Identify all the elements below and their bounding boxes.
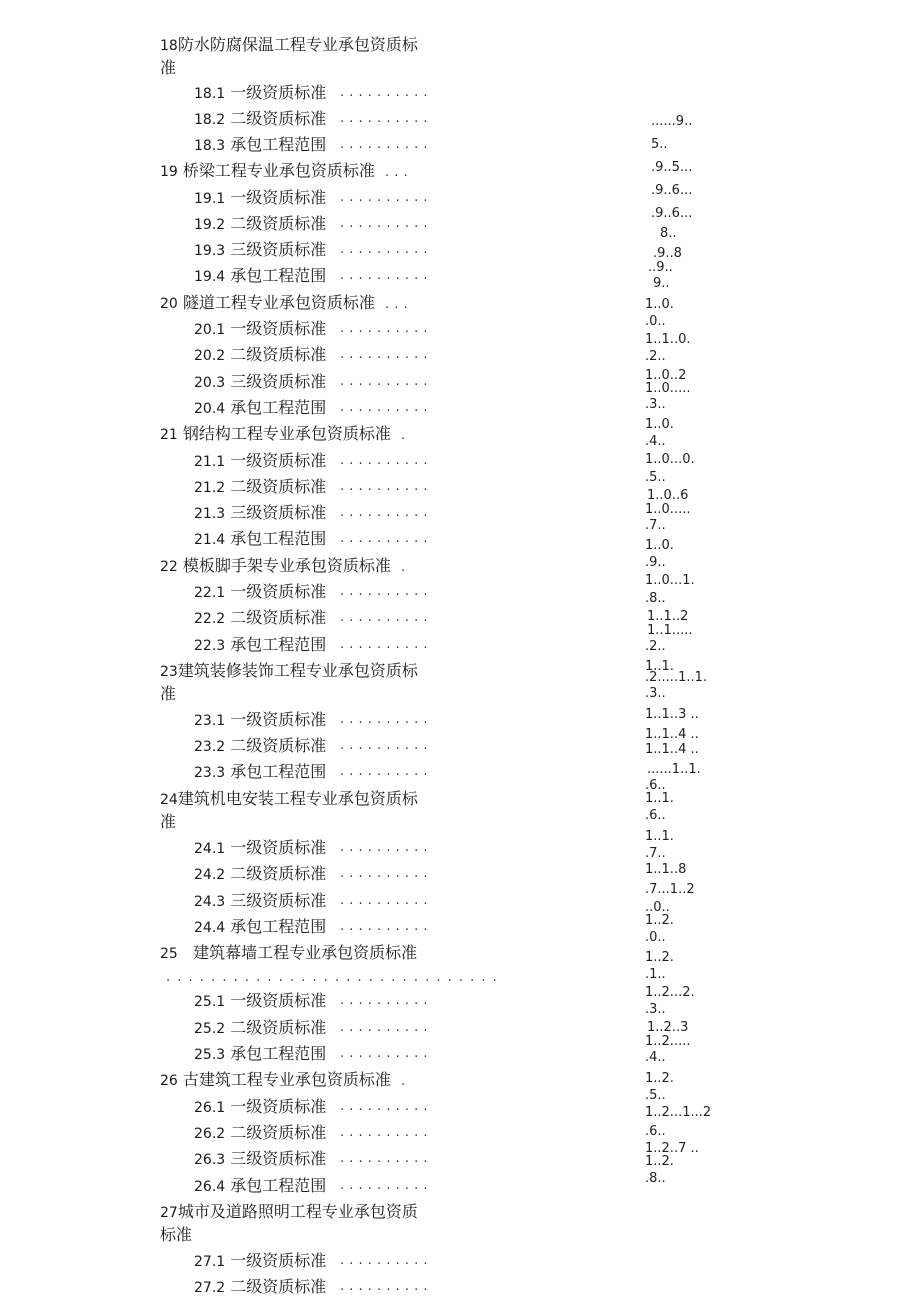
item-title: 二级资质标准 xyxy=(230,1123,327,1142)
page-number: 1..2. xyxy=(645,1154,674,1169)
dot-leader: . . . . . . . . . . xyxy=(340,453,429,468)
item-number: 21.3 xyxy=(194,506,226,522)
dot-leader: . . . . . . . . . . xyxy=(340,1046,429,1061)
dot-leader: . . . . . . . . . . xyxy=(340,505,429,520)
dot-leader: . . . . . . . . . . xyxy=(340,347,429,362)
page-number: .4.. xyxy=(645,1050,666,1065)
item-number: 20.1 xyxy=(194,322,226,338)
item-title: 二级资质标准 xyxy=(230,109,327,128)
item-number: 18.1 xyxy=(194,86,226,102)
dot-leader: . . . . . . . . . . xyxy=(340,738,429,753)
item-title: 二级资质标准 xyxy=(230,1018,327,1037)
page-number: 1..1. xyxy=(645,659,674,674)
item-title: 承包工程范围 xyxy=(230,635,327,654)
page-number: .9..5... xyxy=(651,160,693,175)
item-title: 承包工程范围 xyxy=(230,1176,327,1195)
page-number: .7...1..2 xyxy=(645,882,695,897)
item-number: 21.1 xyxy=(194,454,226,470)
page-number: ..0.. xyxy=(645,900,670,915)
item-number: 22.3 xyxy=(194,638,226,654)
page-number: 1..0..6 xyxy=(647,488,689,503)
item-title: 承包工程范围 xyxy=(230,398,327,417)
item-number: 18.2 xyxy=(194,112,226,128)
page-number: 1..1..8 xyxy=(645,862,687,877)
page-number: 1..0. xyxy=(645,538,674,553)
item-number: 24.4 xyxy=(194,920,226,936)
page-number: 1..1. xyxy=(645,791,674,806)
section-number: 21 xyxy=(160,427,178,443)
page-number: .7.. xyxy=(645,518,666,533)
item-number: 26.2 xyxy=(194,1126,226,1142)
dot-leader: . . . . . . . . . . xyxy=(340,400,429,415)
page-number: 1..2. xyxy=(645,913,674,928)
dot-leader: . . . . . . . . . . xyxy=(340,1279,429,1294)
page-number: 1..1..0. xyxy=(645,332,691,347)
dot-leader: . . . . . . . . . . xyxy=(340,85,429,100)
section-title: 城市及道路照明工程专业承包资质标准 xyxy=(160,1202,418,1244)
page-number: .9..6... xyxy=(651,206,693,221)
dot-leader: . . . . . . . . . . xyxy=(340,111,429,126)
item-number: 19.1 xyxy=(194,191,226,207)
page-number: .0.. xyxy=(645,314,666,329)
section-title: 建筑装修装饰工程专业承包资质标准 xyxy=(160,661,418,703)
dot-leader: . . . . . . . . . . xyxy=(340,1020,429,1035)
item-title: 二级资质标准 xyxy=(230,345,327,364)
section-number: 27 xyxy=(160,1205,178,1221)
section-title: 模板脚手架专业承包资质标准 xyxy=(182,556,391,575)
item-number: 24.3 xyxy=(194,894,226,910)
dot-leader: . . . . . . . . . . xyxy=(340,137,429,152)
item-title: 承包工程范围 xyxy=(230,266,327,285)
item-number: 24.2 xyxy=(194,867,226,883)
page-number: 1..0. xyxy=(645,417,674,432)
item-number: 21.2 xyxy=(194,480,226,496)
item-number: 23.2 xyxy=(194,739,226,755)
item-title: 二级资质标准 xyxy=(230,477,327,496)
item-title: 二级资质标准 xyxy=(230,214,327,233)
item-title: 一级资质标准 xyxy=(230,991,327,1010)
page-number: 1..1. xyxy=(645,829,674,844)
dot-leader: . . . . . . . . . . xyxy=(340,242,429,257)
page-number: .6.. xyxy=(645,778,666,793)
dot-leader: . . . . . . . . . . xyxy=(340,637,429,652)
page-number: 8.. xyxy=(660,226,677,241)
item-title: 一级资质标准 xyxy=(230,838,327,857)
item-number: 19.3 xyxy=(194,243,226,259)
item-number: 26.4 xyxy=(194,1179,226,1195)
page-number: .2.. xyxy=(645,349,666,364)
section-number: 19 xyxy=(160,164,178,180)
section-number: 18 xyxy=(160,38,178,54)
item-title: 一级资质标准 xyxy=(230,451,327,470)
dot-leader: . . . . . . . . . . xyxy=(340,764,429,779)
dot-leader: . . . . . . . . . . xyxy=(340,321,429,336)
section-title: 建筑机电安装工程专业承包资质标准 xyxy=(160,789,418,831)
item-title: 一级资质标准 xyxy=(230,188,327,207)
page-number: 1..1..4 .. xyxy=(645,727,699,742)
page-number: .7.. xyxy=(645,846,666,861)
page-number: 1..0..2 xyxy=(645,368,687,383)
item-number: 26.1 xyxy=(194,1100,226,1116)
section-title: 桥梁工程专业承包资质标准 xyxy=(182,161,375,180)
page-number: 1..0. xyxy=(645,297,674,312)
page-number: .4.. xyxy=(645,434,666,449)
item-number: 23.1 xyxy=(194,713,226,729)
page-number: .1.. xyxy=(645,967,666,982)
item-title: 二级资质标准 xyxy=(230,736,327,755)
section-number: 20 xyxy=(160,296,178,312)
item-number: 20.4 xyxy=(194,401,226,417)
item-number: 22.2 xyxy=(194,611,226,627)
page-number: .3.. xyxy=(645,686,666,701)
page-number: 1..1..3 .. xyxy=(645,707,699,722)
dot-leader: . . . . . . . . . . xyxy=(340,610,429,625)
dot-leader: . . . . . . . . . . xyxy=(340,1099,429,1114)
page-number: 1..0..... xyxy=(645,381,691,396)
page-number: 1..2. xyxy=(645,1071,674,1086)
item-title: 三级资质标准 xyxy=(230,503,327,522)
page-number: 1..2..... xyxy=(645,1034,691,1049)
page-number: 1..0...0. xyxy=(645,452,695,467)
dot-leader: . xyxy=(400,428,406,443)
page-number: .6.. xyxy=(645,808,666,823)
page-number: .2.. xyxy=(645,639,666,654)
page-number: 1..2..7 .. xyxy=(645,1141,699,1156)
item-number: 26.3 xyxy=(194,1152,226,1168)
dot-leader: . . . . . . . . . . xyxy=(340,584,429,599)
page-number: 9.. xyxy=(653,276,670,291)
dot-leader: . . . . . . . . . . xyxy=(340,866,429,881)
dot-leader: . . . xyxy=(384,297,409,312)
page-number: 1..1..4 .. xyxy=(645,742,699,757)
item-number: 20.3 xyxy=(194,375,226,391)
item-title: 二级资质标准 xyxy=(230,608,327,627)
item-title: 一级资质标准 xyxy=(230,319,327,338)
dot-leader: . . . . . . . . . . xyxy=(340,1151,429,1166)
section-title: 古建筑工程专业承包资质标准 xyxy=(182,1070,391,1089)
item-title: 承包工程范围 xyxy=(230,917,327,936)
page-number: .8.. xyxy=(645,1171,666,1186)
dot-leader: . xyxy=(400,1074,406,1089)
page-number: .0.. xyxy=(645,930,666,945)
item-title: 三级资质标准 xyxy=(230,240,327,259)
page-number: 5.. xyxy=(651,137,668,152)
item-title: 一级资质标准 xyxy=(230,582,327,601)
page-number: .3.. xyxy=(645,397,666,412)
item-title: 一级资质标准 xyxy=(230,710,327,729)
page-number: 1..1..2 xyxy=(647,609,689,624)
dot-leader: . . . . . . . . . . xyxy=(340,919,429,934)
dot-leader: . . . . . . . . . . xyxy=(340,374,429,389)
dot-leader: . . . . . . . . . . xyxy=(340,1253,429,1268)
item-number: 24.1 xyxy=(194,841,226,857)
item-number: 21.4 xyxy=(194,532,226,548)
section-number: 26 xyxy=(160,1073,178,1089)
item-number: 22.1 xyxy=(194,585,226,601)
item-number: 25.3 xyxy=(194,1047,226,1063)
dot-leader: . . . . . . . . . . . . . . . . . . . . . . . . . . . . . . xyxy=(166,970,499,985)
page-number: .8.. xyxy=(645,591,666,606)
item-title: 承包工程范围 xyxy=(230,529,327,548)
dot-leader: . . . . . . . . . . xyxy=(340,893,429,908)
item-title: 一级资质标准 xyxy=(230,1097,327,1116)
page-number: .9..6... xyxy=(651,183,693,198)
page-number: .9..8 xyxy=(653,246,682,261)
item-title: 承包工程范围 xyxy=(230,135,327,154)
section-title: 建筑幕墙工程专业承包资质标准 xyxy=(193,943,418,962)
item-number: 27.1 xyxy=(194,1254,226,1270)
item-number: 25.2 xyxy=(194,1021,226,1037)
dot-leader: . . . xyxy=(384,165,409,180)
item-title: 一级资质标准 xyxy=(230,83,327,102)
page-number: 1..0..... xyxy=(645,502,691,517)
dot-leader: . . . . . . . . . . xyxy=(340,479,429,494)
page-number: 1..2..3 xyxy=(647,1020,689,1035)
item-title: 三级资质标准 xyxy=(230,891,327,910)
section-number: 23 xyxy=(160,664,178,680)
dot-leader: . . . . . . . . . . xyxy=(340,1125,429,1140)
section-title: 防水防腐保温工程专业承包资质标准 xyxy=(160,35,418,77)
page-number: .2.....1..1. xyxy=(645,670,708,685)
page-number: .5.. xyxy=(645,470,666,485)
dot-leader: . . . . . . . . . . xyxy=(340,1178,429,1193)
dot-leader: . . . . . . . . . . xyxy=(340,216,429,231)
item-number: 20.2 xyxy=(194,348,226,364)
item-title: 承包工程范围 xyxy=(230,762,327,781)
dot-leader: . . . . . . . . . . xyxy=(340,840,429,855)
page-number: ..9.. xyxy=(648,260,673,275)
dot-leader: . . . . . . . . . . xyxy=(340,531,429,546)
page-number: .9.. xyxy=(645,555,666,570)
item-title: 承包工程范围 xyxy=(230,1044,327,1063)
item-number: 25.1 xyxy=(194,994,226,1010)
page-number: 1..0...1. xyxy=(645,573,695,588)
item-title: 二级资质标准 xyxy=(230,864,327,883)
item-number: 23.3 xyxy=(194,765,226,781)
item-title: 一级资质标准 xyxy=(230,1251,327,1270)
dot-leader: . . . . . . . . . . xyxy=(340,712,429,727)
dot-leader: . . . . . . . . . . xyxy=(340,268,429,283)
item-title: 二级资质标准 xyxy=(230,1277,327,1296)
item-number: 18.3 xyxy=(194,138,226,154)
page-number: 1..2...2. xyxy=(645,985,695,1000)
item-number: 27.2 xyxy=(194,1280,226,1296)
page-number: .5.. xyxy=(645,1088,666,1103)
dot-leader: . xyxy=(400,560,406,575)
page-number: ......9.. xyxy=(651,114,693,129)
page-number: .6.. xyxy=(645,1124,666,1139)
page-number: ......1..1. xyxy=(647,762,701,777)
dot-leader: . . . . . . . . . . xyxy=(340,993,429,1008)
section-title: 隧道工程专业承包资质标准 xyxy=(182,293,375,312)
item-number: 19.4 xyxy=(194,269,226,285)
item-title: 三级资质标准 xyxy=(230,372,327,391)
page-number: .3.. xyxy=(645,1002,666,1017)
page-number: 1..2. xyxy=(645,950,674,965)
section-number: 22 xyxy=(160,559,178,575)
dot-leader: . . . . . . . . . . xyxy=(340,190,429,205)
page-number: 1..2...1...2 xyxy=(645,1105,712,1120)
section-number: 25 xyxy=(160,946,178,962)
section-title: 钢结构工程专业承包资质标准 xyxy=(182,424,391,443)
page-number: 1..1..... xyxy=(647,623,693,638)
item-title: 三级资质标准 xyxy=(230,1149,327,1168)
item-number: 19.2 xyxy=(194,217,226,233)
section-number: 24 xyxy=(160,792,178,808)
